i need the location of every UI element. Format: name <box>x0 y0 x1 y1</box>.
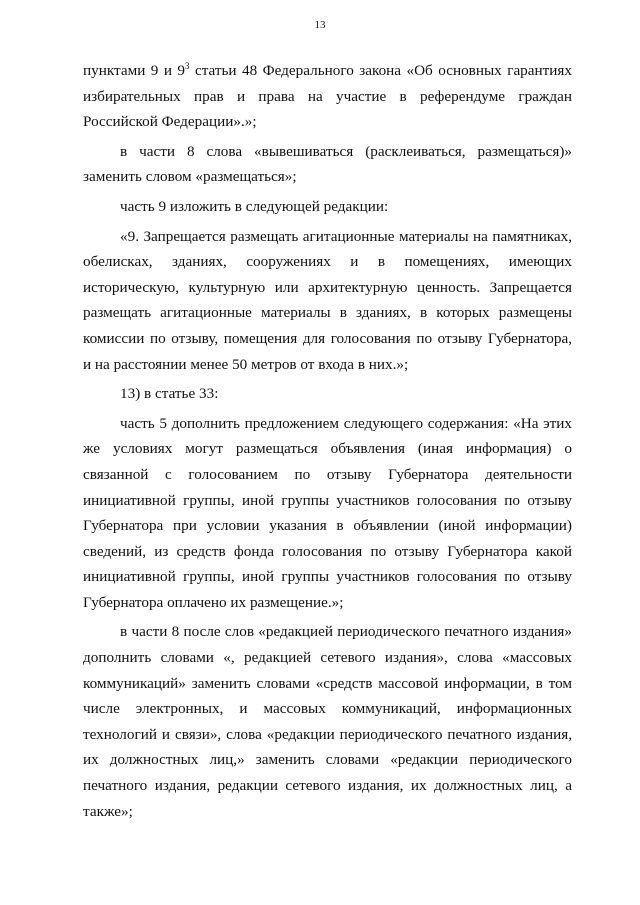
paragraph-7-line-2: дополнить словами «, редакцией сетевого издания», слова «массовых <box>83 649 572 667</box>
paragraph-4-line-6: и на расстоянии менее 50 метров от входа в них.»; <box>83 355 409 373</box>
paragraph-6-line-4: инициативной группы, иной группы участников голосования по отзыву <box>83 491 572 509</box>
paragraph-2-cont <box>83 164 572 190</box>
paragraph-7-line-6: их должностных лиц,» заменить словами «редакции периодического <box>83 751 572 769</box>
paragraph-7-line-7: печатного издания, редакции сетевого издания, их должностных лиц, а <box>83 777 572 795</box>
paragraph-2-line-1: в части 8 слова «вывешиваться (расклеиваться, размещаться)» <box>120 142 572 160</box>
paragraph-1 <box>83 58 572 135</box>
text-fragment: статьи 48 Федерального закона «Об основных гарантиях <box>189 62 572 79</box>
paragraph-7-cont <box>83 645 572 824</box>
paragraph-7-line-3: коммуникаций» заменить словами «средств массовой информации, в том <box>83 674 572 692</box>
paragraph-4-cont <box>83 249 572 377</box>
paragraph-4-line-3: историческую, культурную или архитектурную ценность. Запрещается <box>83 278 572 296</box>
paragraph-4 <box>83 224 572 250</box>
paragraph-4-line-2: обелисках, зданиях, сооружениях и в помещениях, имеющих <box>83 253 572 271</box>
paragraph-4-line-5: комиссии по отзыву, помещения для голосования по отзыву Губернатора, <box>83 329 572 347</box>
paragraph-6-line-1: часть 5 дополнить предложением следующего содержания: «На этих <box>120 414 572 432</box>
paragraph-7 <box>83 619 572 645</box>
paragraph-6-line-3: связанной с голосованием по отзыву Губернатора деятельности <box>83 465 572 483</box>
paragraph-7-line-1: в части 8 после слов «редакцией периодического печатного издания» <box>120 623 572 641</box>
paragraph-7-line-4: числе электронных, и массовых коммуникаций, информационных <box>83 700 572 718</box>
document-body <box>83 58 572 824</box>
page-number: 13 <box>314 19 326 31</box>
paragraph-6-line-8: Губернатора оплачено их размещение.»; <box>83 593 344 611</box>
paragraph-2-line-2: заменить словом «размещаться»; <box>83 168 297 186</box>
paragraph-6-line-7: инициативной группы, иной группы участников голосования по отзыву <box>83 568 572 586</box>
paragraph-5-line-1: 13) в статье 33: <box>120 385 219 403</box>
paragraph-6-line-2: же условиях могут размещаться объявления (иная информация) о <box>83 440 572 458</box>
paragraph-3 <box>83 194 572 220</box>
superscript: 3 <box>185 60 190 71</box>
paragraph-6 <box>83 411 572 437</box>
paragraph-5 <box>83 381 572 407</box>
paragraph-2 <box>83 139 572 165</box>
paragraph-7-line-5: технологий и связи», слова «редакции периодического печатного издания, <box>83 725 572 743</box>
paragraph-6-cont <box>83 436 572 615</box>
paragraph-1-line-1 <box>83 58 572 84</box>
paragraph-3-line-1: часть 9 изложить в следующей редакции: <box>120 197 389 215</box>
paragraph-6-line-5: Губернатора при условии указания в объявлении (иной информации) <box>83 517 572 535</box>
paragraph-1-line-3: Российской Федерации».»; <box>83 113 257 131</box>
paragraph-1-line-2: избирательных прав и права на участие в референдуме граждан <box>83 87 572 105</box>
paragraph-7-line-8: также»; <box>83 802 133 820</box>
text-fragment: пунктами 9 и 9 <box>83 62 185 79</box>
paragraph-4-line-4: размещать агитационные материалы в зданиях, в которых размещены <box>83 304 572 322</box>
paragraph-4-line-1: «9. Запрещается размещать агитационные материалы на памятниках, <box>120 227 572 245</box>
paragraph-6-line-6: сведений, из средств фонда голосования по отзыву Губернатора какой <box>83 542 572 560</box>
